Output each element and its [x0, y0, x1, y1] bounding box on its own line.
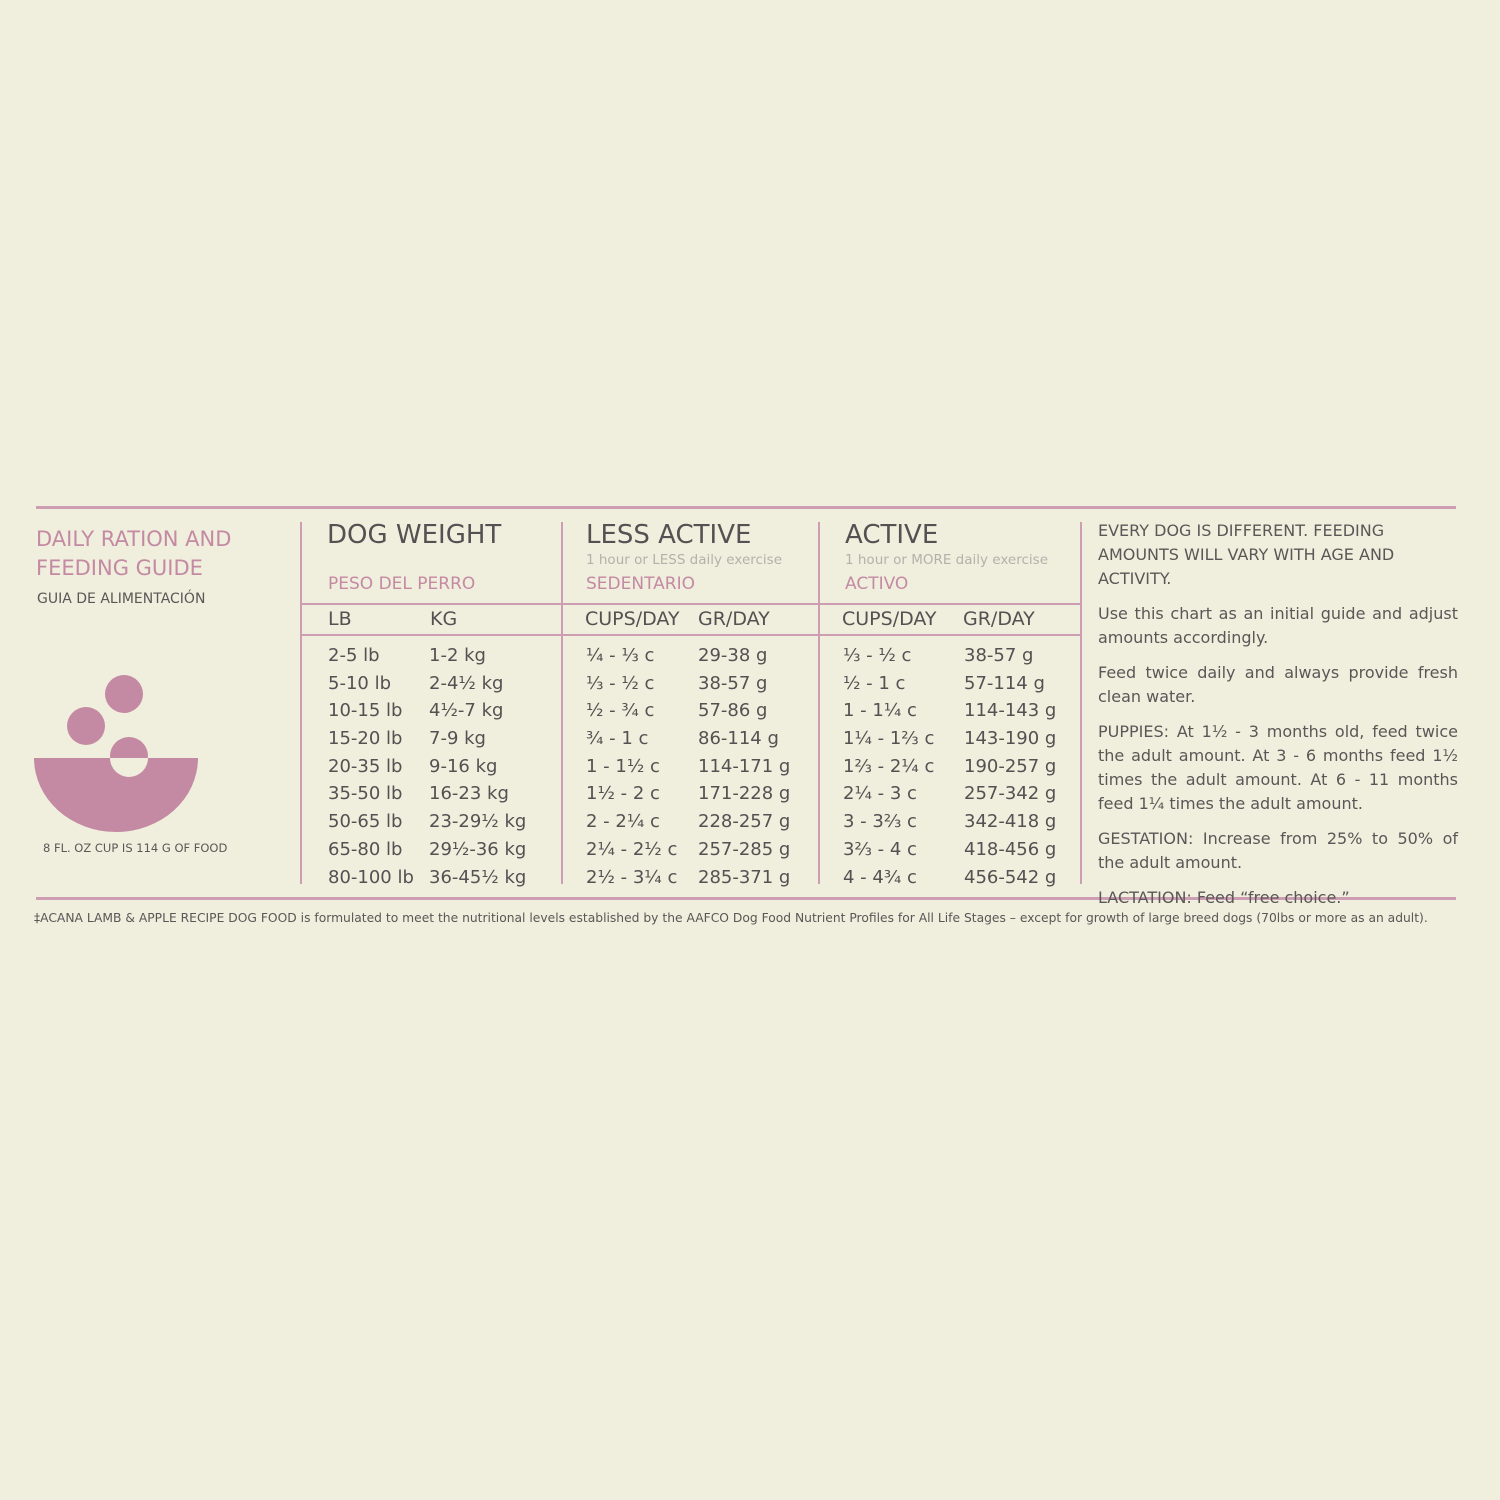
- bowl-with-kibble-icon: [32, 674, 202, 834]
- table-cell: ¼ - ⅓ c: [586, 645, 655, 666]
- table-cell: 20-35 lb: [328, 755, 403, 777]
- table-cell: ½ - ¾ c: [586, 700, 655, 722]
- table-cell: 7-9 kg: [429, 728, 486, 750]
- note-feed-twice: Feed twice daily and always provide fresh clean water.: [1098, 663, 1458, 706]
- table-cell: ½ - 1 c: [843, 672, 906, 694]
- table-cell: 10-15 lb: [328, 700, 403, 722]
- divider-4: [1080, 522, 1082, 884]
- guide-title: DAILY RATION AND FEEDING GUIDE: [36, 527, 232, 580]
- table-cell: 456-542 g: [964, 866, 1057, 888]
- table-cell: 2-5 lb: [328, 645, 380, 666]
- table-cell: 4 - 4¾ c: [843, 866, 917, 888]
- table-cell: 1¼ - 1⅔ c: [843, 728, 935, 750]
- table-cell: 342-418 g: [964, 811, 1057, 833]
- less-active-cups-column: [586, 642, 677, 891]
- table-cell: 418-456 g: [964, 838, 1057, 860]
- note-every-dog: EVERY DOG IS DIFFERENT. FEEDING AMOUNTS WILL VARY WITH AGE AND ACTIVITY.: [1098, 521, 1395, 588]
- header-rule-top: [302, 603, 1080, 605]
- less-active-note: 1 hour or LESS daily exercise: [586, 552, 783, 568]
- table-cell: 9-16 kg: [429, 755, 498, 777]
- active-spanish: ACTIVO: [845, 574, 909, 594]
- table-cell: 1½ - 2 c: [586, 783, 660, 805]
- table-cell: 15-20 lb: [328, 728, 403, 750]
- cup-note: 8 FL. OZ CUP IS 114 G OF FOOD: [43, 841, 228, 855]
- table-cell: 23-29½ kg: [429, 811, 527, 833]
- table-cell: 285-371 g: [698, 866, 791, 888]
- table-cell: 57-86 g: [698, 700, 768, 722]
- table-cell: ⅓ - ½ c: [843, 645, 912, 666]
- less-active-spanish: SEDENTARIO: [586, 574, 695, 594]
- table-cell: 38-57 g: [698, 672, 768, 694]
- less-active-gr-header: GR/DAY: [698, 608, 770, 630]
- table-cell: 4½-7 kg: [429, 700, 504, 722]
- divider-2: [561, 522, 563, 884]
- active-cups-column: [843, 642, 934, 891]
- table-cell: 1 - 1½ c: [586, 755, 660, 777]
- table-cell: 57-114 g: [964, 672, 1045, 694]
- table-cell: 2½ - 3¼ c: [586, 866, 678, 888]
- footnote: ‡ACANA LAMB & APPLE RECIPE DOG FOOD is formulated to meet the nutritional levels established by the AAFCO Dog Food Nutrient Profiles for All Life Stages – except for growth of large breed dogs (70lbs or more as an adult).: [34, 911, 1428, 925]
- active-note: 1 hour or MORE daily exercise: [845, 552, 1049, 568]
- table-cell: 143-190 g: [964, 728, 1057, 750]
- less-active-grams-column: [698, 642, 790, 891]
- table-cell: 3⅔ - 4 c: [843, 838, 917, 860]
- table-cell: 257-342 g: [964, 783, 1057, 805]
- table-cell: 2¼ - 2½ c: [586, 838, 678, 860]
- active-heading: ACTIVE: [845, 520, 939, 550]
- header-rule-bottom: [302, 634, 1080, 636]
- table-cell: 29½-36 kg: [429, 838, 527, 860]
- table-cell: 190-257 g: [964, 755, 1057, 777]
- table-cell: 1-2 kg: [429, 645, 486, 666]
- table-cell: 171-228 g: [698, 783, 791, 805]
- active-gr-header: GR/DAY: [963, 608, 1035, 630]
- lb-header: LB: [328, 608, 352, 630]
- kg-header: KG: [430, 608, 458, 630]
- table-cell: 86-114 g: [698, 728, 779, 750]
- lb-column: [328, 642, 414, 891]
- feeding-notes: [1098, 519, 1458, 921]
- table-cell: 1 - 1¼ c: [843, 700, 917, 722]
- table-cell: 16-23 kg: [429, 783, 509, 805]
- table-cell: ⅓ - ½ c: [586, 672, 655, 694]
- table-cell: 2¼ - 3 c: [843, 783, 917, 805]
- table-cell: 5-10 lb: [328, 672, 391, 694]
- table-cell: 114-171 g: [698, 755, 791, 777]
- less-active-cups-header: CUPS/DAY: [585, 608, 680, 630]
- table-cell: 80-100 lb: [328, 866, 414, 888]
- kg-column: [429, 642, 526, 891]
- top-rule: [36, 506, 1456, 509]
- note-gestation: GESTATION: Increase from 25% to 50% of the adult amount.: [1098, 829, 1458, 872]
- divider-1: [300, 522, 302, 884]
- active-grams-column: [964, 642, 1056, 891]
- guide-subtitle: GUIA DE ALIMENTACIÓN: [37, 591, 206, 607]
- active-cups-header: CUPS/DAY: [842, 608, 937, 630]
- note-puppies: PUPPIES: At 1½ - 3 months old, feed twice the adult amount. At 3 - 6 months feed 1½ times the adult amount. At 6 - 11 months feed 1¼ times the adult amount.: [1098, 722, 1458, 813]
- dog-weight-spanish: PESO DEL PERRO: [328, 574, 476, 594]
- dog-weight-heading: DOG WEIGHT: [327, 520, 502, 550]
- less-active-heading: LESS ACTIVE: [586, 520, 752, 550]
- table-cell: 3 - 3⅔ c: [843, 811, 917, 833]
- table-cell: 36-45½ kg: [429, 866, 527, 888]
- table-cell: 35-50 lb: [328, 783, 403, 805]
- table-cell: 114-143 g: [964, 700, 1057, 722]
- divider-3: [818, 522, 820, 884]
- table-cell: 1⅔ - 2¼ c: [843, 755, 935, 777]
- table-cell: 29-38 g: [698, 645, 768, 666]
- table-cell: 65-80 lb: [328, 838, 403, 860]
- note-initial-guide: Use this chart as an initial guide and adjust amounts accordingly.: [1098, 604, 1458, 647]
- table-cell: 257-285 g: [698, 838, 791, 860]
- table-cell: 38-57 g: [964, 645, 1034, 666]
- table-cell: 228-257 g: [698, 811, 791, 833]
- table-cell: 2-4½ kg: [429, 672, 504, 694]
- table-cell: 2 - 2¼ c: [586, 811, 660, 833]
- table-cell: ¾ - 1 c: [586, 728, 649, 750]
- note-lactation: LACTATION: Feed “free choice.”: [1098, 888, 1350, 907]
- table-cell: 50-65 lb: [328, 811, 403, 833]
